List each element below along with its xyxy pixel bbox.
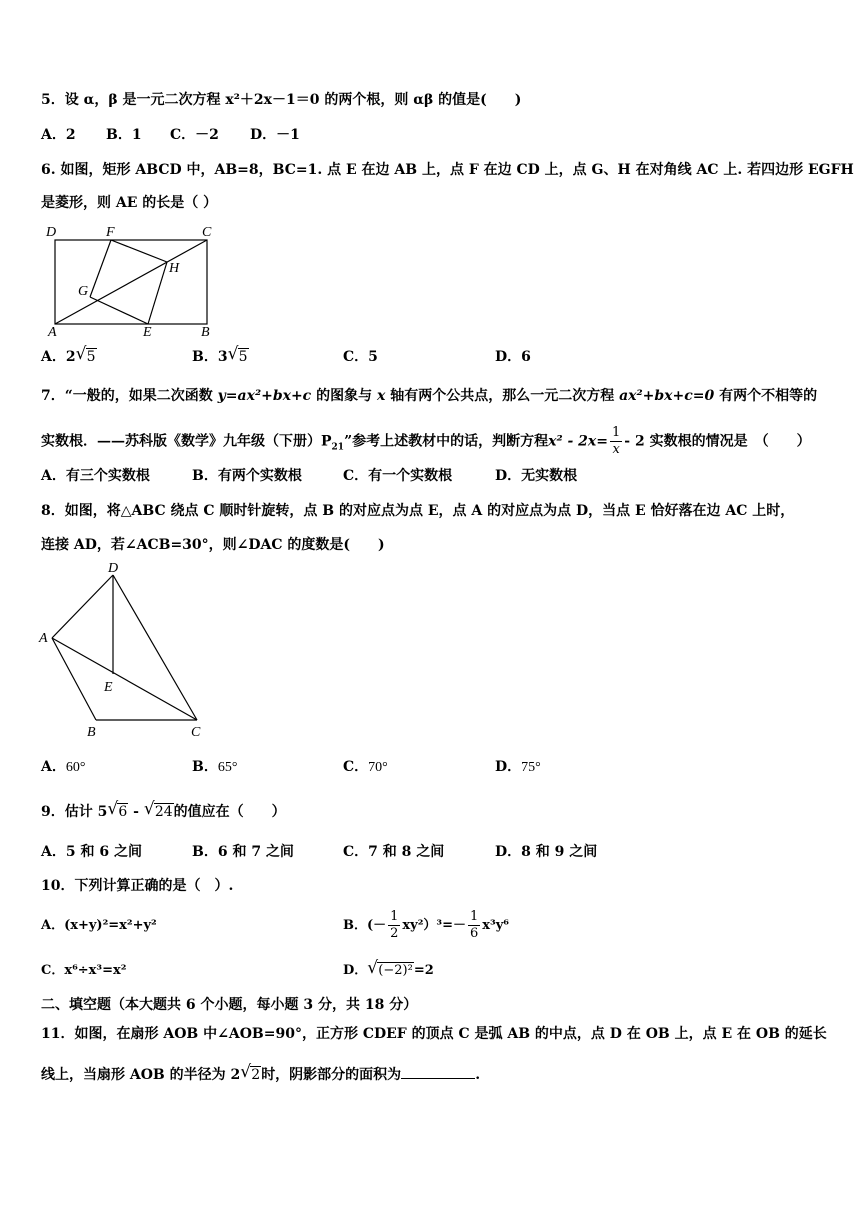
q6-option-d: D．6 <box>495 349 531 365</box>
segment-dc <box>113 575 197 720</box>
q5-stem: 5．设 α，β 是一元二次方程 x²＋2x－1＝0 的两个根，则 αβ 的值是( ) <box>41 92 522 108</box>
q8-stem-line2: 连接 AD，若∠ACB=30°，则∠DAC 的度数是( ) <box>41 537 385 553</box>
label-c: C <box>202 225 212 240</box>
q6-stem-line1: 6. 如图，矩形 ABCD 中，AB=8，BC=1. 点 E 在边 AB 上，点 F 在边 CD 上，点 G、H 在对角线 AC 上. 若四边形 EGFH <box>41 162 854 178</box>
q8-stem-line1: 8．如图，将△ABC 绕点 C 顺时针旋转，点 B 的对应点为点 E，点 A 的对应点为点 D，当点 E 恰好落在边 AC 上时， <box>41 503 795 519</box>
label-e: E <box>104 680 113 695</box>
q6-option-b: B．3√ 5 <box>192 347 249 367</box>
q6-option-c: C．5 <box>343 349 378 365</box>
label-d: D <box>46 225 57 240</box>
q5-option-c: C．－2 <box>170 127 219 143</box>
q10-option-a: A．(x+y)²=x²+y² <box>41 918 157 933</box>
q10-stem: 10．下列计算正确的是（ ）. <box>41 878 234 894</box>
label-a: A <box>48 325 57 338</box>
q5-option-b: B．1 <box>106 127 142 143</box>
label-b: B <box>87 725 96 740</box>
segment-fh <box>111 240 167 262</box>
label-e: E <box>143 325 152 338</box>
q9-option-b: B．6 和 7 之间 <box>192 844 294 860</box>
label-g: G <box>78 284 89 299</box>
segment-eg <box>90 297 148 324</box>
q8-option-d: D．75° <box>495 759 541 775</box>
q10-option-b: B．(－ $\frac{1}{2}$ xy²）³=－ $\frac{1}{6}$ x³y⁶ <box>343 909 509 941</box>
label-h: H <box>169 261 180 276</box>
q10-option-c: C．x⁶÷x³=x² <box>41 963 127 978</box>
label-c: C <box>191 725 201 740</box>
label-b: B <box>201 325 210 338</box>
q7-option-c: C．有一个实数根 <box>343 468 453 484</box>
q8-option-c: C．70° <box>343 759 388 775</box>
q7-option-a: A．有三个实数根 <box>41 468 150 484</box>
q7-stem-line1: 7．“一般的，如果二次函数 y=ax²+bx+c 的图象与 x 轴有两个公共点，那么一元二次方程 ax²+bx+c=0 有两个不相等的 <box>41 388 818 404</box>
segment-ad <box>52 575 113 638</box>
q8-option-b: B．65° <box>192 759 238 775</box>
diagonal-ac <box>55 240 207 324</box>
q7-stem-line2: 实数根．——苏科版《数学》九年级（下册）$P_{21}$”参考上述教材中的话，判断方程x² - 2x= $\frac{1}{x}$ - 2 实数根的情况是 （ ） <box>41 425 811 457</box>
q9-option-a: A．5 和 6 之间 <box>41 844 142 860</box>
label-a: A <box>39 631 48 646</box>
q6-stem-line2: 是菱形，则 AE 的长是（ ） <box>41 195 218 211</box>
q5-option-a: A．2 <box>41 127 76 143</box>
q7-option-b: B．有两个实数根 <box>192 468 302 484</box>
q6-rectangle-figure <box>40 220 230 338</box>
segment-fg <box>90 240 111 297</box>
q11-stem-line1: 11．如图，在扇形 AOB 中∠AOB=90°，正方形 CDEF 的顶点 C 是弧 AB 的中点，点 D 在 OB 上，点 E 在 OB 的延长 <box>41 1026 827 1042</box>
q8-option-a: A．60° <box>41 759 86 775</box>
q9-option-d: D．8 和 9 之间 <box>495 844 598 860</box>
answer-blank[interactable] <box>401 1064 475 1079</box>
q9-stem: 9．估计 5√ 6 - √ 24的值应在（ ） <box>41 802 286 822</box>
q7-option-d: D．无实数根 <box>495 468 578 484</box>
label-d: D <box>108 561 119 576</box>
q7-fraction: $\frac{1}{x}$ <box>611 425 621 457</box>
q8-triangle-figure <box>38 558 213 743</box>
q9-option-c: C．7 和 8 之间 <box>343 844 445 860</box>
section2-heading: 二、填空题（本大题共 6 个小题，每小题 3 分，共 18 分） <box>41 997 418 1013</box>
q5-option-d: D．－1 <box>250 127 300 143</box>
q11-stem-line2: 线上，当扇形 AOB 的半径为 2√ 2时，阴影部分的面积为 . <box>41 1064 480 1085</box>
q6-option-a: A．2√ 5 <box>41 347 97 367</box>
label-f: F <box>106 225 115 240</box>
q10-option-d: D．√ (−2)²=2 <box>343 961 434 981</box>
